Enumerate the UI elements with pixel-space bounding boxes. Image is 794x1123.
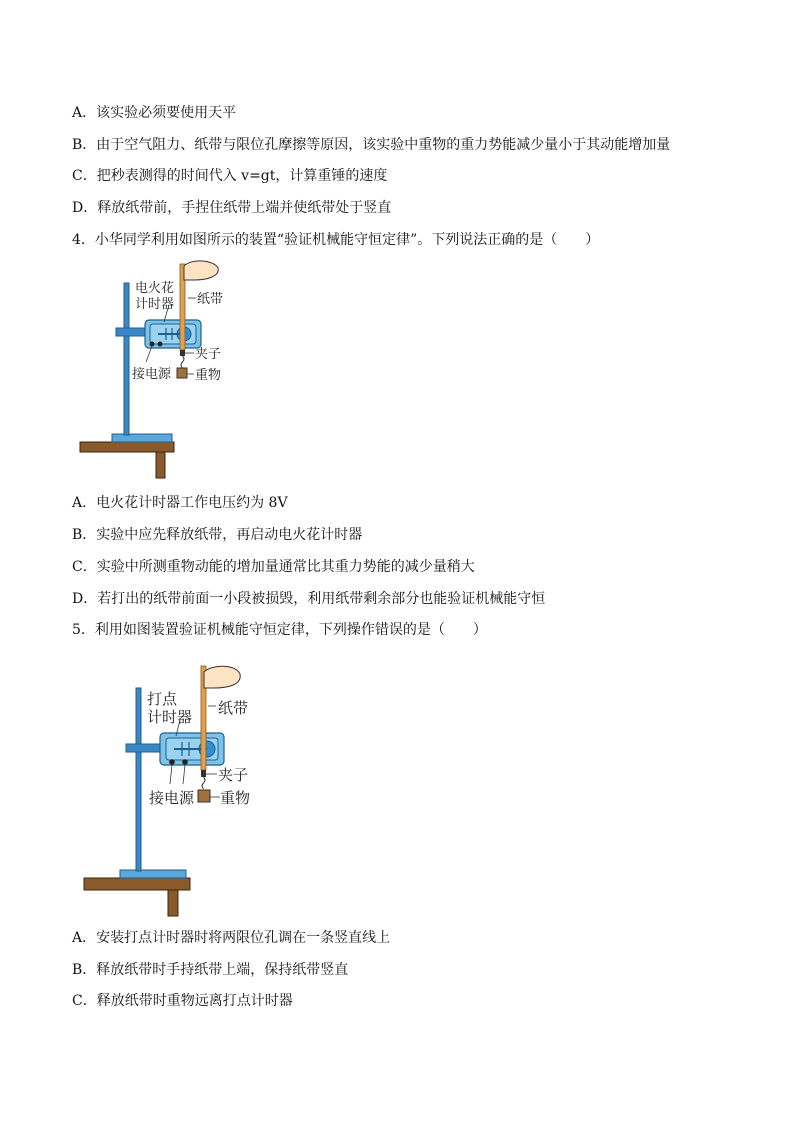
- power-terminal: [150, 342, 155, 347]
- clip-label: 夹子: [195, 347, 222, 362]
- q4-option-c: C．实验中所测重物动能的增加量通常比其重力势能的减少量稍大: [72, 559, 475, 575]
- q4-apparatus-figure: [76, 258, 236, 480]
- q4-option-a: A．电火花计时器工作电压约为 8V: [72, 495, 288, 511]
- power-label: 接电源: [132, 367, 172, 382]
- power-label: 接电源: [149, 789, 195, 807]
- q3-option-a: A．该实验必须要使用天平: [72, 105, 237, 121]
- hand-icon: [204, 666, 240, 688]
- q5-option-a: A．安装打点计时器时将两限位孔调在一条竖直线上: [72, 930, 391, 946]
- q4-option-d: D．若打出的纸带前面一小段被损毁，利用纸带剩余部分也能验证机械能守恒: [72, 591, 546, 607]
- power-terminal: [182, 759, 188, 765]
- power-terminal: [169, 759, 175, 765]
- q3-option-c: C．把秒表测得的时间代入 v=gt，计算重锤的速度: [72, 168, 388, 184]
- timer-label-line2: 计时器: [135, 297, 175, 312]
- q5-apparatus-figure: [80, 660, 255, 918]
- weight: [198, 790, 210, 802]
- q5-option-b: B．释放纸带时手持纸带上端，保持纸带竖直: [72, 962, 349, 978]
- clamp: [116, 328, 146, 336]
- weight: [177, 368, 187, 378]
- weight-label: 重物: [220, 789, 251, 807]
- stand-base: [112, 434, 172, 442]
- table-leg: [168, 890, 178, 916]
- clip: [180, 350, 185, 356]
- q3-option-d: D．释放纸带前，手捏住纸带上端并使纸带处于竖直: [72, 200, 392, 216]
- timer-label-line1: 打点: [147, 690, 178, 708]
- tape-label: 纸带: [218, 699, 249, 717]
- tape-label: 纸带: [197, 292, 224, 307]
- clip: [201, 770, 206, 777]
- table-top: [84, 878, 190, 890]
- q3-option-b: B．由于空气阻力、纸带与限位孔摩擦等原因，该实验中重物的重力势能减少量小于其动能增加量: [72, 137, 671, 153]
- clamp: [126, 744, 162, 752]
- q4-stem: 4．小华同学利用如图所示的装置“验证机械能守恒定律”。下列说法正确的是（ ）: [72, 232, 600, 248]
- q4-option-b: B．实验中应先释放纸带，再启动电火花计时器: [72, 527, 363, 543]
- timer-label-line1: 电火花: [135, 281, 175, 296]
- timer-label-line2: 计时器: [147, 708, 193, 726]
- q5-stem: 5．利用如图装置验证机械能守恒定律，下列操作错误的是（ ）: [72, 622, 487, 638]
- weight-label: 重物: [195, 368, 222, 383]
- clip-label: 夹子: [218, 766, 249, 784]
- q5-option-c: C．释放纸带时重物远离打点计时器: [72, 993, 293, 1009]
- table-leg: [156, 452, 165, 478]
- hand-icon: [184, 261, 218, 280]
- power-terminal: [158, 342, 163, 347]
- stand-pole: [124, 283, 129, 435]
- stand-pole: [136, 688, 141, 871]
- table-top: [80, 442, 174, 452]
- stand-base: [120, 870, 186, 878]
